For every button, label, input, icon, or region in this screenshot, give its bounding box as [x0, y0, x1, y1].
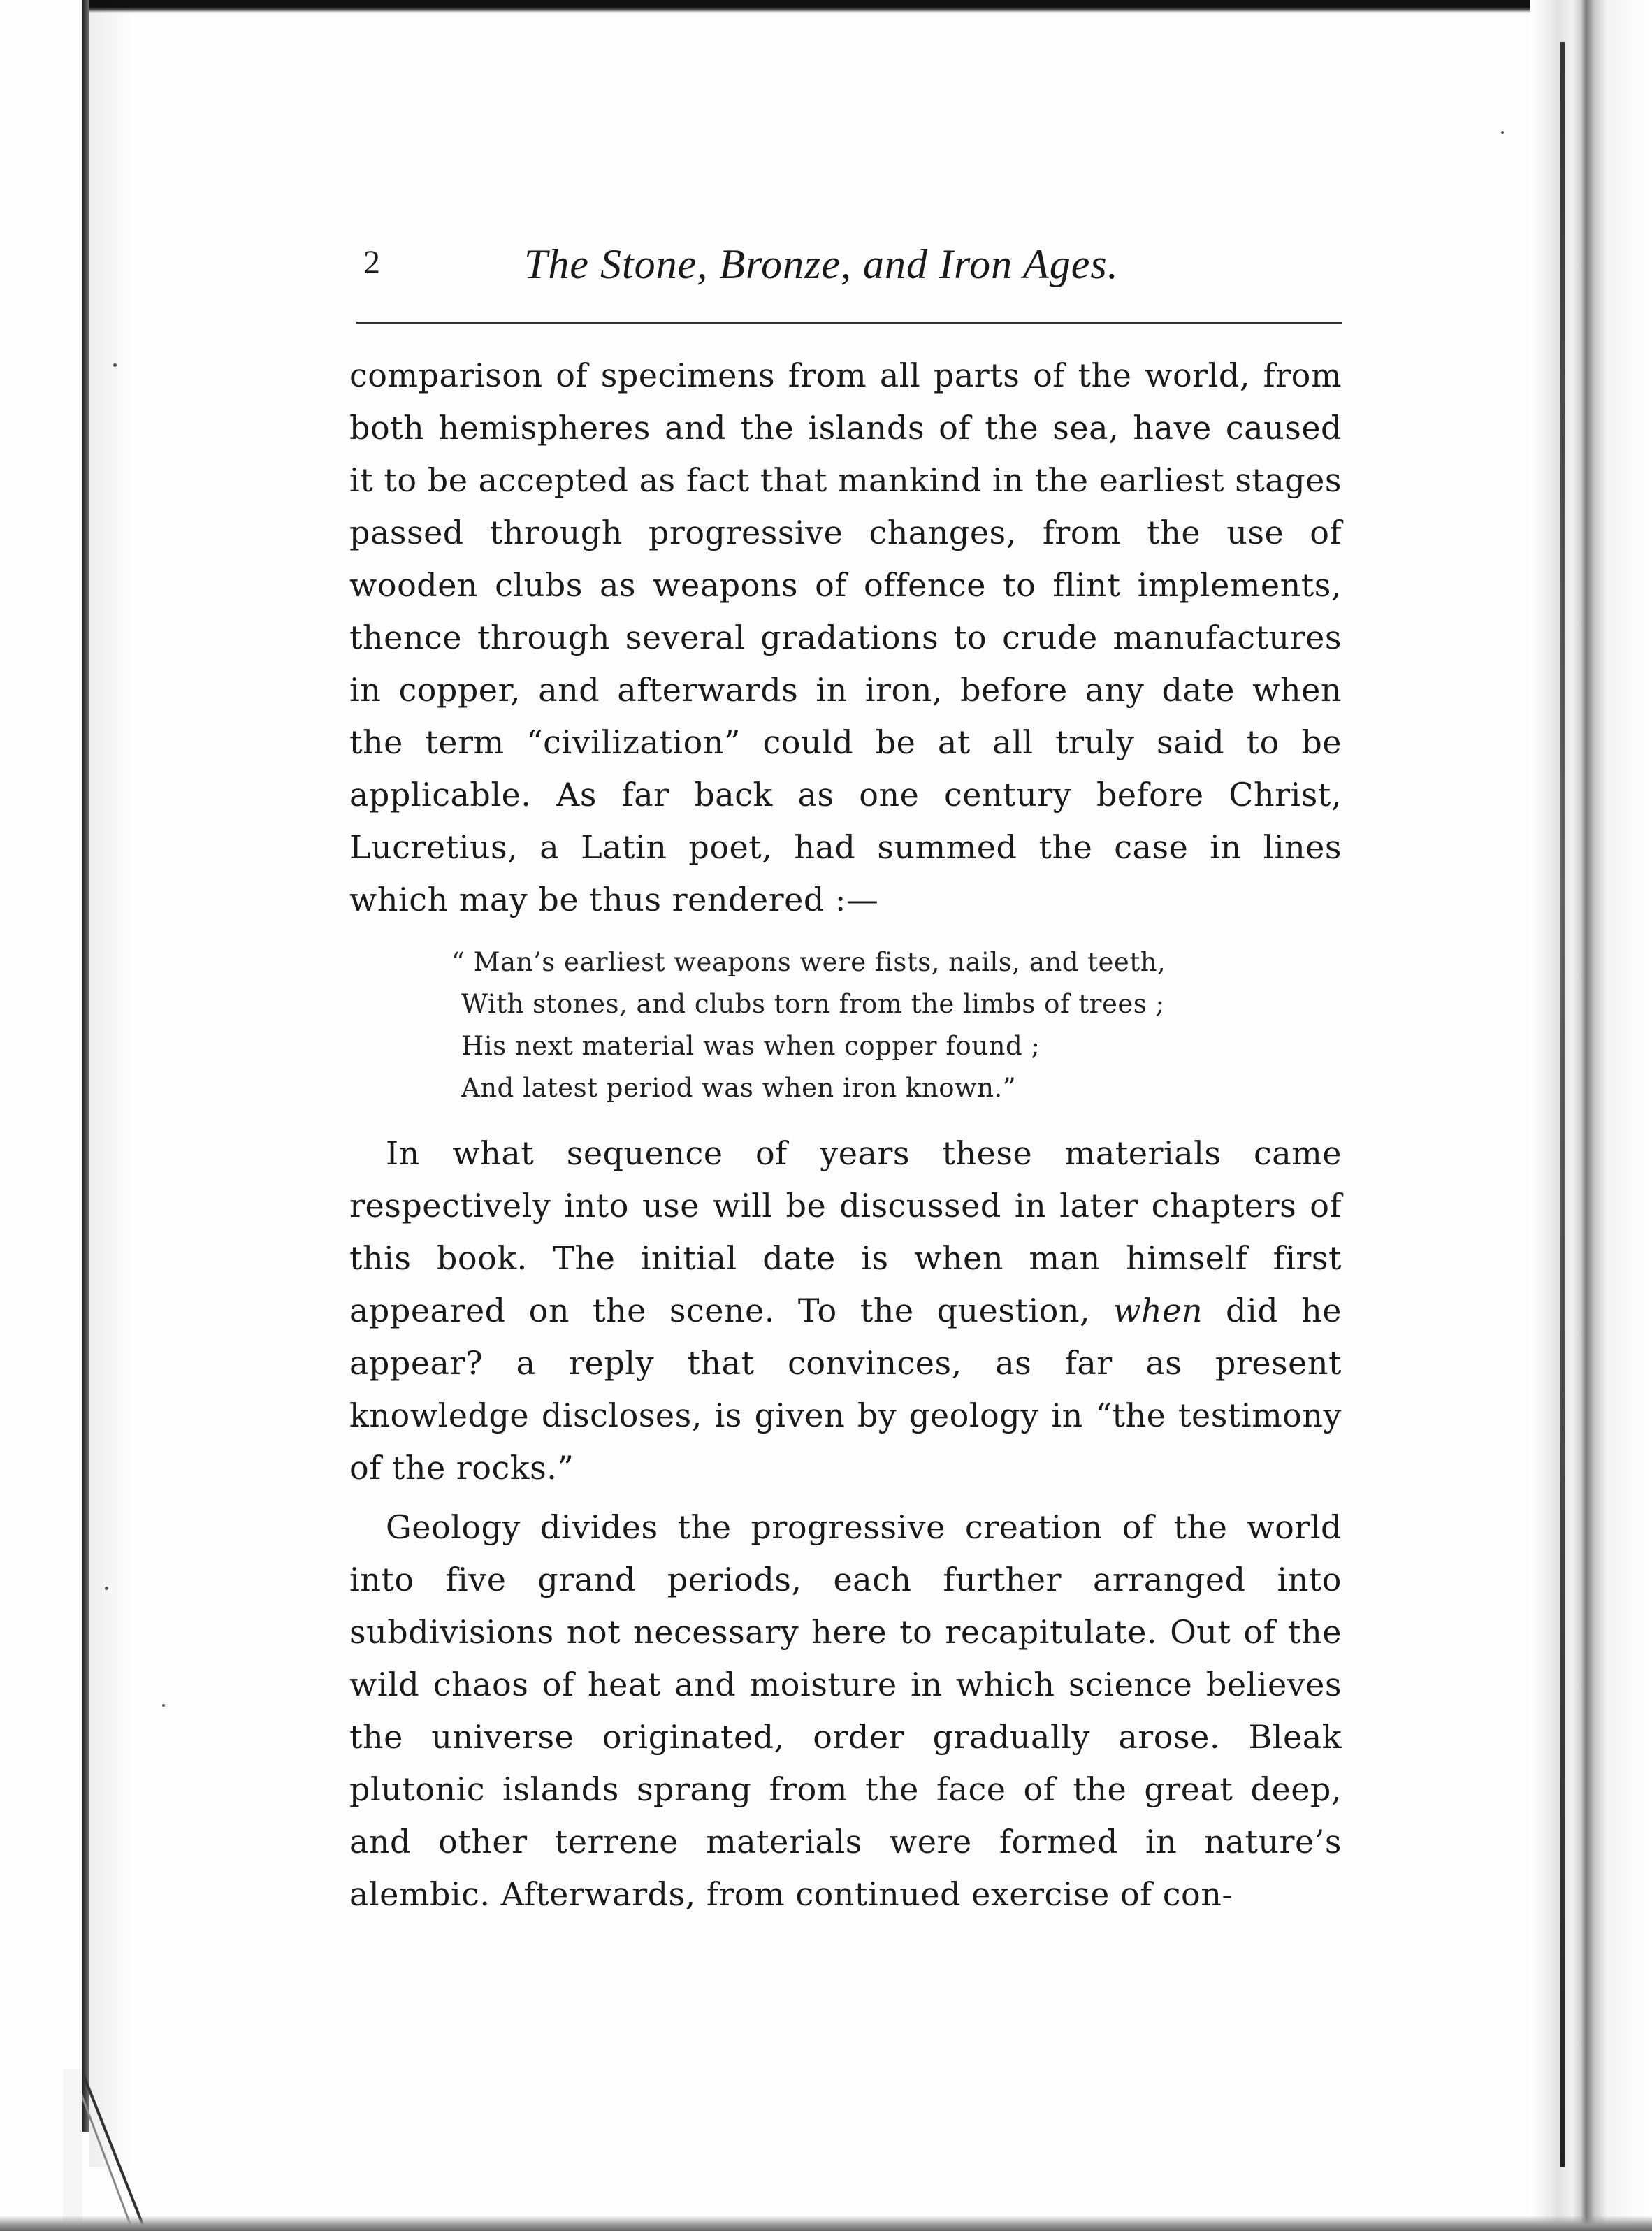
- scan-speck: [1501, 131, 1504, 134]
- scan-bottom-edge: [0, 2216, 1652, 2231]
- cover-left-shadow: [89, 0, 131, 2167]
- body-text: [349, 349, 1342, 1921]
- running-head-title: The Stone, Bronze, and Iron Ages.: [524, 241, 1119, 287]
- page-gutter-shadow: [1530, 0, 1652, 2231]
- book-page: [349, 231, 1342, 1921]
- cover-left-edge: [82, 0, 89, 2132]
- paragraph-geology: Geology divides the progressive creation of the world into five grand periods, each further arranged into subdivisions not necessary here to recapitulate. Out of the wild chaos of heat and moisture in which science believes the universe originated, order gradually arose. Bleak plutonic islands sprang from the face of the great deep, and other terrene materials were formed in nature’s alembic. Afterwards, from continued exercise of con-: [349, 1508, 1342, 1913]
- scan-speck: [105, 1587, 108, 1590]
- paragraph-sequence-end: did he appear? a reply that convinces, as far as present knowledge discloses, is given by geology in “the testimony of the rocks.”: [349, 1292, 1342, 1487]
- header-rule: [356, 322, 1342, 324]
- italic-when: when: [1113, 1292, 1203, 1329]
- running-head: [349, 231, 1342, 308]
- scan-speck: [162, 1704, 165, 1707]
- verse-line-2: With stones, and clubs torn from the limbs of trees ;: [461, 989, 1165, 1019]
- scan-speck: [113, 363, 117, 367]
- paragraph-continuation: comparison of specimens from all parts of the world, from both hemispheres and the islands of the sea, have caused it to be accepted as fact that mankind in the earliest stages passed through progressive changes, from the use of wooden clubs as weapons of offence to flint implements, thence through several gradations to crude manufactures in copper, and afterwards in iron, before any date when the term “civilization” could be at all truly said to be applicable. As far back as one century before Christ, Lucretius, a Latin poet, had summed the case in lines which may be thus rendered :—: [349, 356, 1342, 918]
- binding-edge: [1560, 42, 1565, 2167]
- verse-line-1: “ Man’s earliest weapons were fists, nails, and teeth,: [451, 947, 1166, 977]
- scan-top-edge: [84, 0, 1652, 13]
- verse-line-4: And latest period was when iron known.”: [461, 1073, 1017, 1103]
- paragraph-sequence: [349, 1127, 1342, 1494]
- verse-line-3: His next material was when copper found ;: [461, 1031, 1041, 1061]
- paragraph-sequence-start: In what sequence of years these materials came respectively into use will be discussed in later chapters of this book. The initial date is when man himself first appeared on the scene. To the question,: [349, 1134, 1342, 1329]
- page-number: 2: [363, 244, 380, 281]
- verse-quotation: [451, 941, 1342, 1109]
- page-corner-fold: [63, 2069, 147, 2231]
